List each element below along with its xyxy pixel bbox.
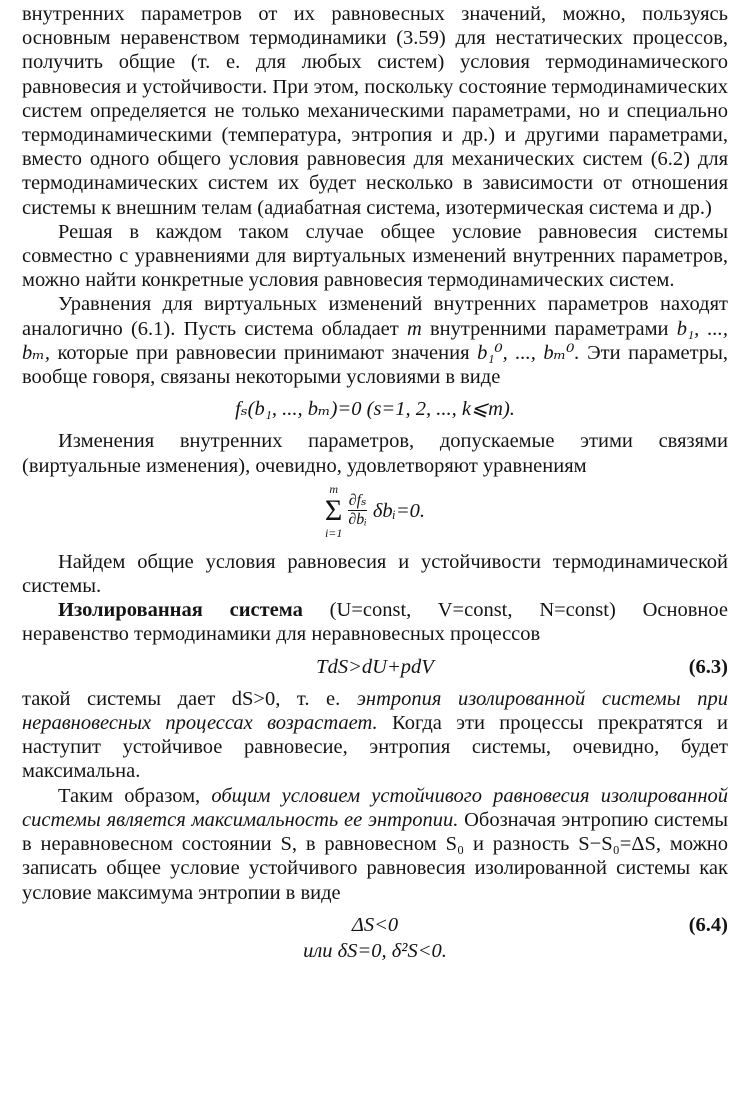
formula-text: или δS=0, δ²S<0. (303, 939, 447, 962)
fraction-denominator: ∂bᵢ (348, 511, 367, 529)
sum-tail: δbᵢ=0. (372, 499, 426, 522)
sum-lower-limit: i=1 (324, 525, 343, 540)
formula-text: fₛ(b₁, ..., bₘ)=0 (s=1, 2, ..., k⩽m). (235, 398, 515, 421)
partial-fraction (348, 492, 366, 529)
text-segment: Когда эти процессы прекратятся и наступит устойчивое равновесие, энтропия системы, очевидно, будет максимальна. (22, 712, 728, 783)
text-segment: Эти параметры, вообще говоря, связаны некоторыми условиями в виде (22, 341, 728, 389)
formula-text: TdS>dU+pdV (316, 655, 434, 678)
paragraph-find-conditions: Найдем общие условия равновесия и устойчивости термодинамической системы. (22, 550, 728, 598)
equation-number: (6.3) (688, 655, 728, 678)
paragraph-virtual-changes (22, 292, 728, 389)
math-params: b₁, ..., bₘ, (22, 317, 728, 364)
heading-isolated-system: Изолированная система (58, 599, 303, 622)
sum-operator (325, 482, 342, 540)
text-segment: Обозначая энтропию системы в неравновесном состоянии S, в равновесном S₀ и разность S−S₀=ΔS, можно записать общее условие устойчивого равновесия изолированной системы как условие максимума энтропии в виде (22, 808, 728, 904)
paragraph-solving: Решая в каждом таком случае общее условие равновесия системы совместно с уравнениями для виртуальных изменений внутренних параметров, можно найти конкретные условия равновесия термодинамических систем. (22, 220, 728, 292)
paragraph-isolated-system (22, 598, 728, 646)
fraction-numerator: ∂fₛ (348, 492, 367, 510)
text-segment: такой системы дает dS>0, т. е. (22, 687, 357, 710)
paragraph-variations: Изменения внутренних параметров, допускаемые этими связями (виртуальные изменения), очевидно, удовлетворяют уравнениям (22, 430, 728, 477)
formula-constraint (22, 397, 728, 421)
emphasis-text: энтропия изолированной системы при неравновесных процессах возрастает. (22, 687, 728, 735)
formula-6-4 (22, 913, 728, 937)
text-segment: Таким образом, (58, 784, 212, 807)
formula-6-3 (22, 655, 728, 679)
text-segment: внутренними параметрами (421, 317, 677, 340)
math-values: b₁⁰, ..., bₘ⁰. (477, 341, 580, 364)
math-m: m (406, 317, 422, 340)
emphasis-text: общим условием устойчивого равновесия изолированной системы является максимальность ее энтропии. (22, 784, 728, 831)
sigma-symbol: Σ (324, 493, 343, 527)
formula-6-4-alt (22, 939, 728, 963)
text-segment: Уравнения для виртуальных изменений внутренних параметров находят аналогично (6.1). Пусть система обладает (22, 293, 728, 340)
sum-upper-limit: m (329, 481, 338, 496)
paragraph-conditions-intro: внутренних параметров от их равновесных значений, можно, пользуясь основным неравенством термодинамики (3.59) для нестатических процессов, получить общие (т. е. для любых систем) условия термодинамического равновесия и устойчивости. При этом, поскольку состояние термодинамических систем определяется не только механическими параметрами, но и специально термодинамическими (температура, энтропия и др.) и другими параметрами, вместо одного общего условия равновесия для механических систем (6.2) для термодинамических систем их будет несколько в зависимости от отношения системы к внешним телам (адиабатная система, изотермическая система и др.) (22, 3, 728, 219)
formula-text: ΔS<0 (351, 913, 399, 936)
paragraph-max-entropy (22, 784, 728, 905)
equation-number: (6.4) (688, 913, 728, 936)
text-segment: которые при равновесии принимают значения (49, 341, 478, 364)
text-segment: (U=const, V=const, N=const) Основное неравенство термодинамики для неравновесных процессов (22, 599, 728, 646)
paragraph-entropy-increase (22, 687, 728, 784)
formula-sum (22, 482, 728, 540)
